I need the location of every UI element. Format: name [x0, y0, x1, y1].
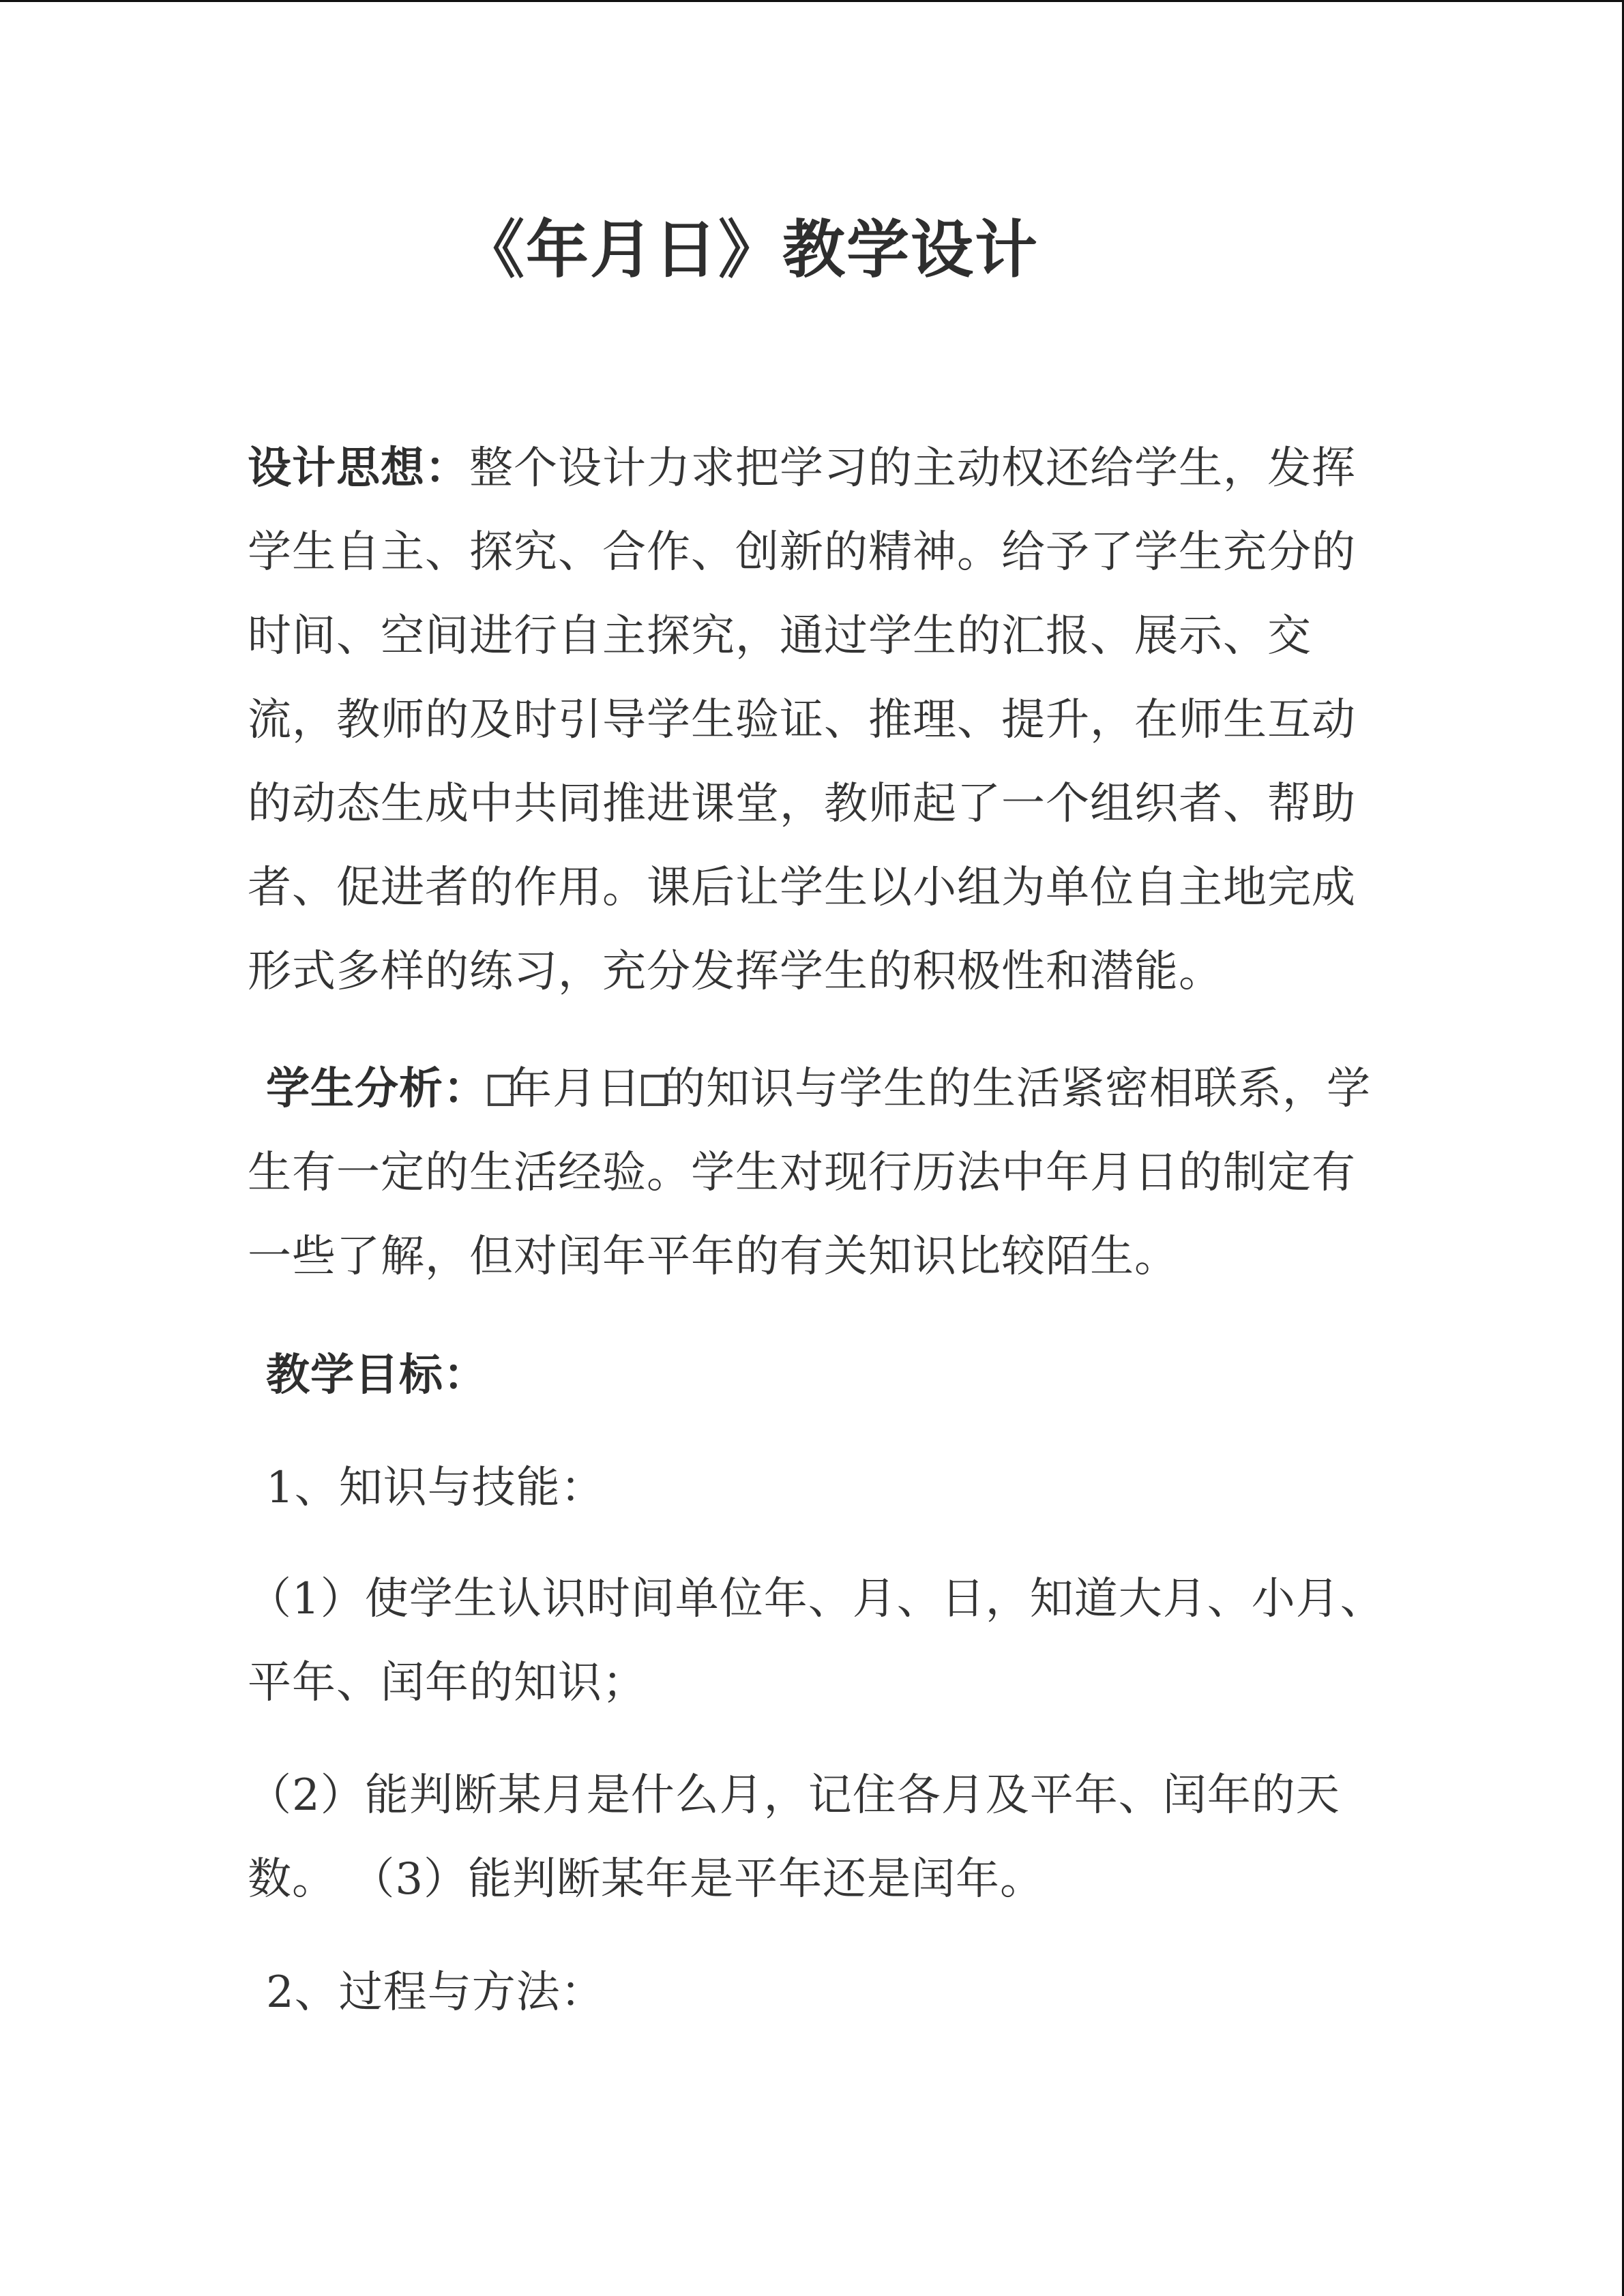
design-paragraph-line-2: 学生自主、探究、合作、创新的精神。给予了学生充分的	[248, 527, 1356, 578]
design-text-1: 整个设计力求把学习的主动权还给学生，发挥	[469, 443, 1356, 494]
design-paragraph-line-3: 时间、空间进行自主探究，通过学生的汇报、展示、交	[248, 611, 1312, 661]
design-label: 设计思想：	[248, 443, 469, 494]
students-paragraph-line-1	[266, 1063, 1371, 1114]
goal-item-1: 1、知识与技能：	[266, 1463, 605, 1513]
students-text-1b: 的知识与学生的生活紧密相联系，学	[662, 1064, 1371, 1114]
goal-item-1-2-line-1: （2）能判断某月是什么月，记住各月及平年、闰年的天	[248, 1770, 1340, 1821]
goal-item-1-1-line-1: （1）使学生认识时间单位年、月、日，知道大月、小月、	[248, 1574, 1385, 1624]
design-paragraph-line-5: 的动态生成中共同推进课堂，教师起了一个组织者、帮助	[248, 779, 1356, 829]
goal-item-1-2-line-2: 数。 （3）能判断某年是平年还是闰年。	[248, 1854, 1045, 1905]
goal-item-1-1-line-2: 平年、闰年的知识；	[248, 1658, 647, 1708]
students-label: 学生分析：	[266, 1063, 488, 1114]
students-text-1a: 年月日	[508, 1064, 641, 1114]
design-paragraph-line-1	[248, 443, 1356, 494]
goal-item-2: 2、过程与方法：	[266, 1967, 605, 2018]
design-paragraph-line-4: 流，教师的及时引导学生验证、推理、提升，在师生互动	[248, 695, 1356, 745]
goals-heading: 教学目标：	[266, 1350, 488, 1401]
document-title: 《年月日》教学设计	[461, 213, 1039, 286]
design-paragraph-line-7: 形式多样的练习，充分发挥学生的积极性和潜能。	[248, 946, 1223, 997]
design-paragraph-line-6: 者、促进者的作用。课后让学生以小组为单位自主地完成	[248, 863, 1356, 913]
students-paragraph-line-3: 一些了解，但对闰年平年的有关知识比较陌生。	[248, 1232, 1179, 1282]
students-paragraph-line-2: 生有一定的生活经验。学生对现行历法中年月日的制定有	[248, 1148, 1356, 1198]
